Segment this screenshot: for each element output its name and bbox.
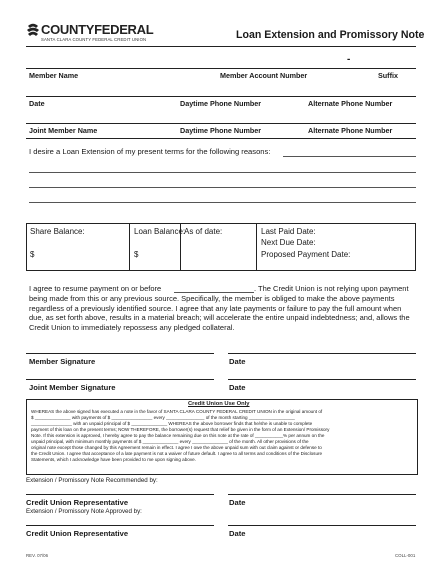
form-code: COLL-001 xyxy=(395,553,416,558)
date-line[interactable] xyxy=(26,96,416,97)
representative-1-date-label: Date xyxy=(229,498,246,507)
proposed-payment-date-label: Proposed Payment Date: xyxy=(261,250,351,259)
reasons-line-4[interactable] xyxy=(29,202,416,203)
member-signature-date-label: Date xyxy=(229,357,246,366)
joint-signature-line[interactable] xyxy=(26,379,214,380)
balances-divider-3 xyxy=(256,223,257,271)
member-name-label: Member Name xyxy=(29,71,79,80)
reasons-line-1[interactable] xyxy=(283,156,416,157)
suffix-label: Suffix xyxy=(378,71,398,80)
logo-mark-icon xyxy=(26,23,40,37)
agreement-text: being made from this or any previous source. Specifically, the member is obliged to make the above payments regardless of a previously identified source. I agree that any late payments or failure to pay the full amount when due, as set forth above, results in a material breach; will accelerate the entire unpaid indebtedness; and, allows the Credit Union to immediately repossess any pledged collateral. xyxy=(29,294,410,332)
cu-text-line-9: Statements, which I acknowledge have been provided to me upon signing above. xyxy=(31,457,196,462)
next-due-date-label: Next Due Date: xyxy=(261,238,316,247)
joint-alternate-phone-label: Alternate Phone Number xyxy=(308,126,393,135)
logo-wordmark: COUNTYFEDERAL xyxy=(41,22,154,37)
representative-1-date-line[interactable] xyxy=(228,494,416,495)
representative-2-line[interactable] xyxy=(26,525,214,526)
recommended-by-label: Extension / Promissory Note Recommended by: xyxy=(26,477,158,484)
share-balance-label: Share Balance: xyxy=(30,227,85,236)
logo-subtitle: SANTA CLARA COUNTY FEDERAL CREDIT UNION xyxy=(41,37,147,42)
member-account-number-label: Member Account Number xyxy=(220,71,308,80)
agreement-line-1a: I agree to resume payment on or before xyxy=(29,284,162,293)
header-rule xyxy=(26,46,416,47)
as-of-date-label: As of date: xyxy=(184,227,223,236)
credit-union-use-heading: Credit Union Use Only xyxy=(188,401,250,407)
cu-text-line-8: the Credit Union. I agree that acceptance of a late payment is not a waiver of future default. I agree to all terms and conditions of the Disclosure xyxy=(31,451,323,456)
member-signature-line[interactable] xyxy=(26,353,214,354)
joint-member-line[interactable] xyxy=(26,123,416,124)
section-rule xyxy=(26,138,416,139)
representative-1-line[interactable] xyxy=(26,494,214,495)
cu-text-line-5: Note. If this extension is approved, I hereby agree to pay the balance remaining due on this note at the rate of ___________% per annum on the xyxy=(31,433,325,438)
joint-signature-date-line[interactable] xyxy=(228,379,416,380)
reasons-line-2[interactable] xyxy=(29,172,416,173)
representative-2-date-line[interactable] xyxy=(228,525,416,526)
loan-balance-currency: $ xyxy=(134,250,139,259)
cu-text-line-6: unpaid principal, with minimum monthly payments of $ ______________ every ______________ of the month. All other provisions of the xyxy=(31,439,309,444)
joint-signature-date-label: Date xyxy=(229,383,246,392)
reasons-line-3[interactable] xyxy=(29,187,416,188)
joint-daytime-phone-label: Daytime Phone Number xyxy=(180,126,262,135)
approved-by-label: Extension / Promissory Note Approved by: xyxy=(26,508,142,515)
company-logo xyxy=(26,22,186,46)
account-dash: - xyxy=(347,54,351,65)
representative-2-date-label: Date xyxy=(229,529,246,538)
share-balance-currency: $ xyxy=(30,250,35,259)
daytime-phone-label: Daytime Phone Number xyxy=(180,99,262,108)
member-signature-date-line[interactable] xyxy=(228,353,416,354)
agreement-line-1b: . The Credit Union is not relying upon payment xyxy=(254,284,409,293)
cu-text-line-2: $ ______________ with payments of $ ________________ every _______________ of the month starting __________________ xyxy=(31,415,295,420)
alternate-phone-label: Alternate Phone Number xyxy=(308,99,393,108)
joint-member-signature-label: Joint Member Signature xyxy=(29,383,116,392)
reasons-prompt: I desire a Loan Extension of my present terms for the following reasons: xyxy=(29,147,271,156)
member-signature-label: Member Signature xyxy=(29,357,96,366)
revision-code: REV. 07/06 xyxy=(26,553,49,558)
cu-text-line-1: WHEREAS the above signed has executed a note in the favor of SANTA CLARA COUNTY FEDERAL CREDIT UNION in the original amount of xyxy=(31,409,323,414)
representative-2-label: Credit Union Representative xyxy=(26,529,129,538)
page-title: Loan Extension and Promissory Note xyxy=(236,29,425,41)
loan-balance-label: Loan Balance: xyxy=(134,227,186,236)
date-label: Date xyxy=(29,99,45,108)
cu-text-line-4: payment of this loan on the present terms; NOW THEREFORE, the borrower(s) request that relief be given in the form of an Extension/ Promissory xyxy=(31,427,330,432)
balances-divider-1 xyxy=(129,223,130,271)
joint-member-name-label: Joint Member Name xyxy=(29,126,98,135)
member-name-line[interactable] xyxy=(26,68,416,69)
representative-1-label: Credit Union Representative xyxy=(26,498,129,507)
cu-text-line-7: original note except those changed by this Agreement remain in effect. I agree I owe the above unpaid sum with out claim against or defense to xyxy=(31,445,322,450)
cu-text-line-3: ________________ with an unpaid principal of $ ______________ WHEREAS the above borrower finds that he/she is unable to complete xyxy=(31,421,313,426)
last-paid-date-label: Last Paid Date: xyxy=(261,227,316,236)
resume-date-line[interactable] xyxy=(174,292,254,293)
